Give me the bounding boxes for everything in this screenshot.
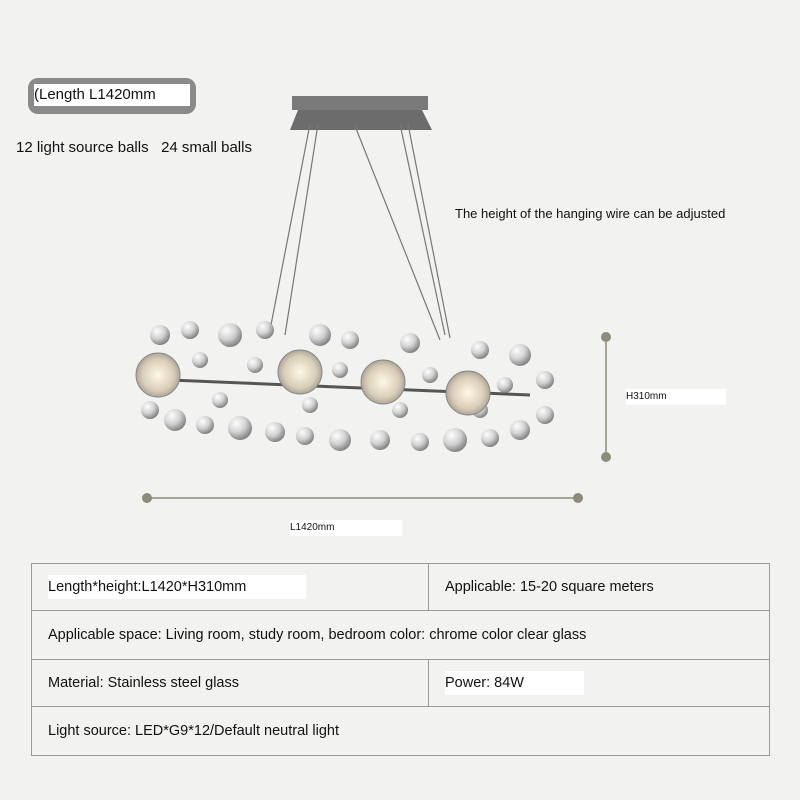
length-dimension-label: L1420mm — [290, 520, 402, 536]
length-badge-label: (Length L1420mm — [34, 84, 190, 106]
table-row — [32, 660, 770, 707]
spec-table — [31, 563, 770, 756]
table-row — [32, 611, 770, 660]
spec-size: Length*height:L1420*H310mm — [48, 575, 306, 599]
spec-area: Applicable: 15-20 square meters — [445, 579, 654, 595]
length-dimension-marker — [142, 493, 583, 503]
height-dimension-label: H310mm — [626, 389, 726, 405]
spec-space-color-cell — [32, 611, 770, 660]
spec-light-source: Light source: LED*G9*12/Default neutral light — [48, 723, 339, 739]
height-dimension-marker — [601, 332, 611, 462]
ceiling-canopy — [292, 96, 428, 110]
spec-power-cell — [429, 660, 770, 707]
spec-space-color: Applicable space: Living room, study room, bedroom color: chrome color clear glass — [48, 627, 587, 643]
table-row — [32, 707, 770, 756]
spec-area-cell — [429, 564, 770, 611]
canopy-base — [290, 110, 432, 130]
balls-count-text: 12 light source balls 24 small balls — [16, 139, 252, 156]
spec-material-cell — [32, 660, 429, 707]
table-row — [32, 564, 770, 611]
spec-light-source-cell — [32, 707, 770, 756]
spec-size-cell — [32, 564, 429, 611]
hanging-wires — [270, 124, 450, 340]
wire-adjust-note: The height of the hanging wire can be adjusted — [455, 206, 726, 221]
spec-material: Material: Stainless steel glass — [48, 675, 239, 691]
spec-power: Power: 84W — [445, 671, 584, 695]
